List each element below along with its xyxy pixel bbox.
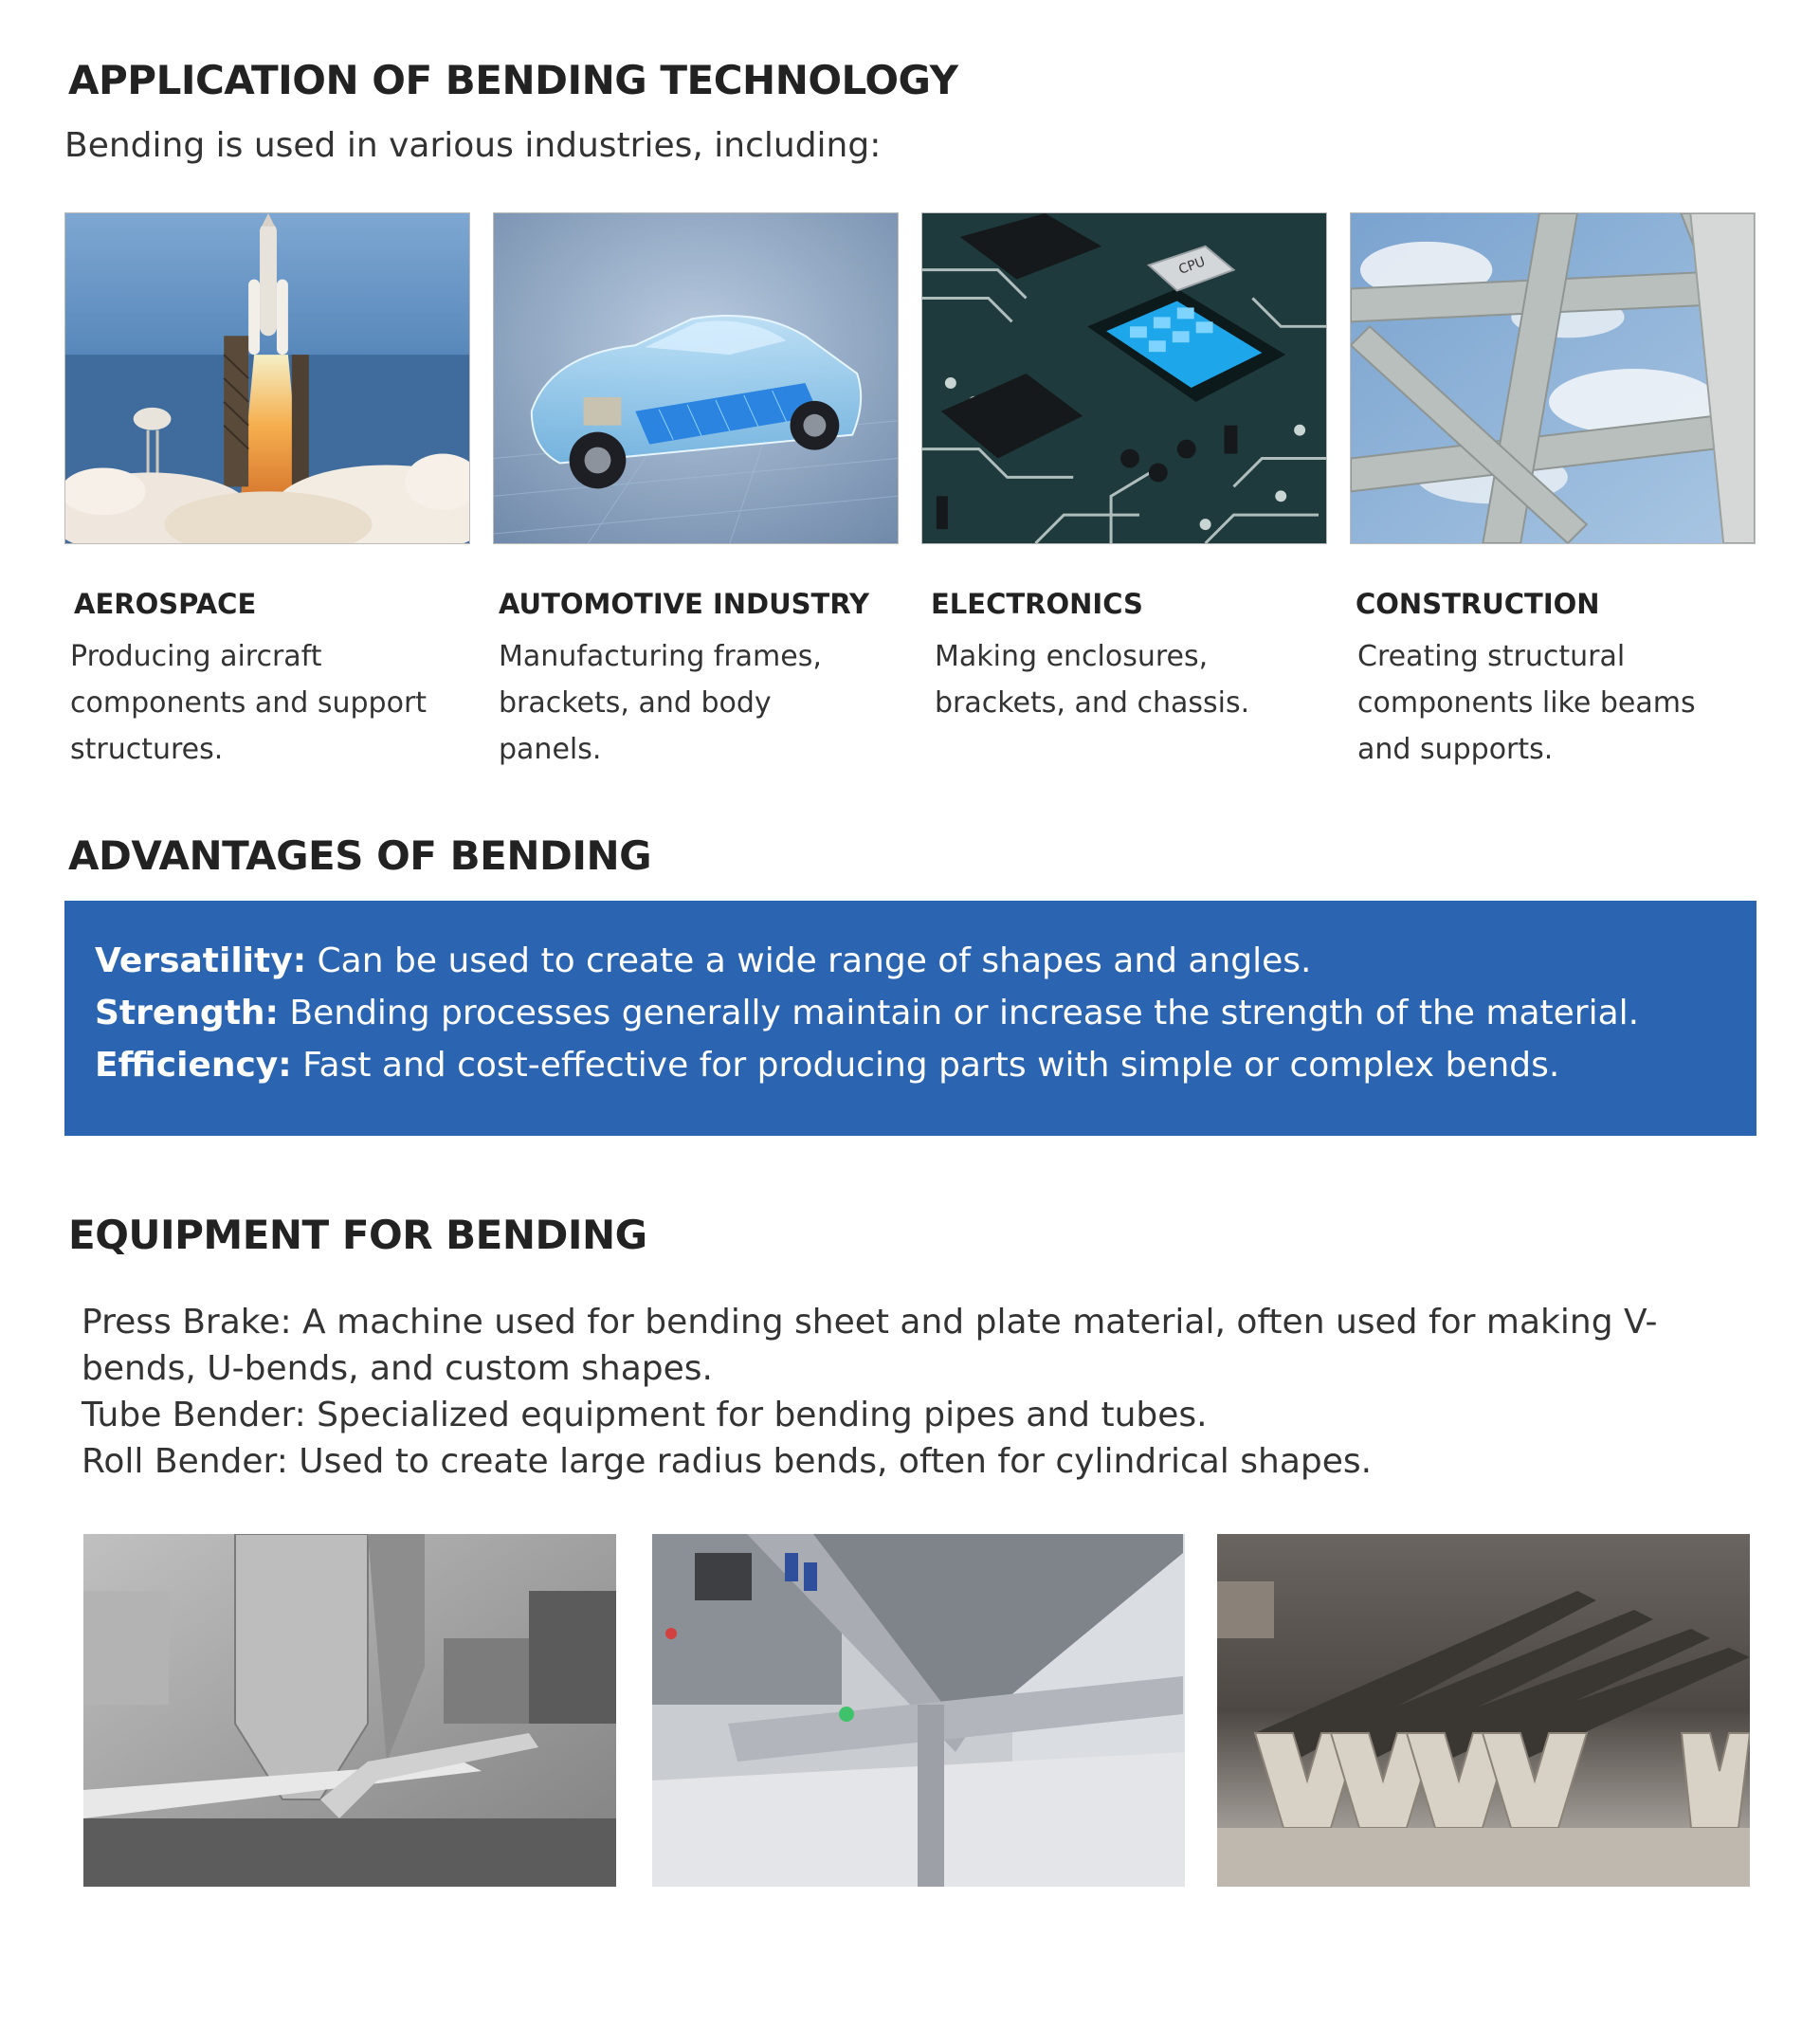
electronics-image: [921, 212, 1327, 544]
automotive-description: Manufacturing frames, brackets, and body panels.: [499, 640, 822, 766]
construction-image: [1350, 212, 1756, 544]
equipment-tube-bender: Tube Bender: Specialized equipment for bending pipes and tubes.: [82, 1396, 1208, 1434]
advantage-text: Can be used to create a wide range of shapes and angles.: [317, 941, 1312, 980]
equipment-press-brake: Press Brake: A machine used for bending sheet and plate material, often used for making V-bends, U-bends, and custom shapes.: [82, 1303, 1658, 1388]
aerospace-image: [64, 212, 470, 544]
advantage-label: Strength:: [95, 994, 279, 1032]
advantage-label: Versatility:: [95, 941, 307, 980]
advantage-text: Bending processes generally maintain or increase the strength of the material.: [289, 994, 1640, 1032]
aerospace-title: AEROSPACE: [74, 588, 257, 620]
construction-description: Creating structural components like beams and supports.: [1357, 640, 1696, 766]
tube-bender-image: [652, 1534, 1185, 1887]
roll-bender-image: [1217, 1534, 1750, 1887]
electronics-title: ELECTRONICS: [931, 588, 1143, 620]
electronics-description: Making enclosures, brackets, and chassis.: [935, 640, 1250, 720]
aerospace-description: Producing aircraft components and support structures.: [70, 640, 428, 766]
automotive-title: AUTOMOTIVE INDUSTRY: [499, 588, 870, 620]
press-brake-image: [83, 1534, 616, 1887]
automotive-image: [493, 212, 899, 544]
application-title: APPLICATION OF BENDING TECHNOLOGY: [68, 57, 958, 103]
advantages-title: ADVANTAGES OF BENDING: [68, 832, 652, 879]
advantage-label: Efficiency:: [95, 1046, 292, 1085]
application-intro: Bending is used in various industries, including:: [64, 126, 882, 165]
equipment-title: EQUIPMENT FOR BENDING: [68, 1212, 647, 1258]
advantage-text: Fast and cost-effective for producing parts with simple or complex bends.: [302, 1046, 1560, 1085]
equipment-roll-bender: Roll Bender: Used to create large radius bends, often for cylindrical shapes.: [82, 1442, 1373, 1481]
advantage-efficiency: [95, 1039, 1726, 1091]
cpu-label: CPU: [1176, 254, 1208, 278]
advantages-box: [64, 901, 1756, 1136]
advantage-strength: [95, 987, 1726, 1039]
construction-title: CONSTRUCTION: [1356, 588, 1600, 620]
equipment-list: [82, 1299, 1731, 1485]
advantage-versatility: [95, 935, 1726, 987]
